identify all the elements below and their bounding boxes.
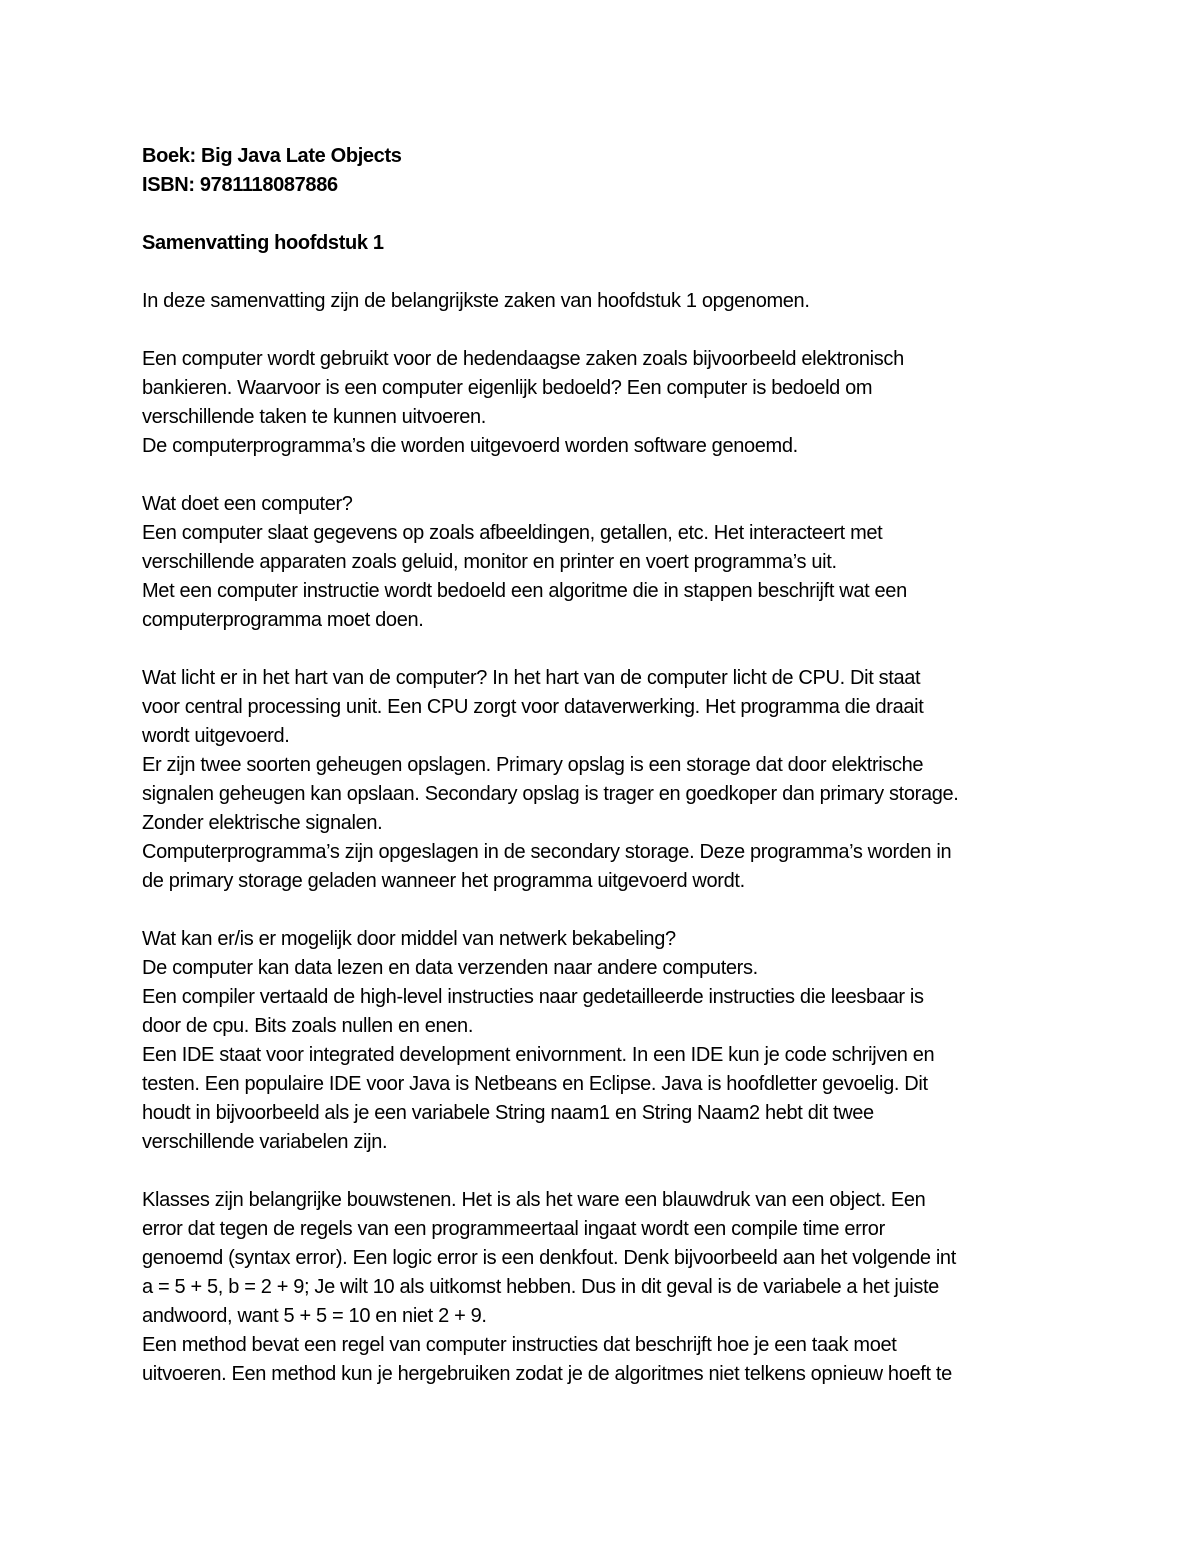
- spacer: [142, 896, 1062, 925]
- text-line: Een computer wordt gebruikt voor de hedendaagse zaken zoals bijvoorbeeld elektronisch: [142, 348, 904, 370]
- text-line: uitvoeren. Een method kun je hergebruiken zodat je de algoritmes niet telkens opnieuw hoeft te: [142, 1363, 952, 1385]
- text-line: De computer kan data lezen en data verzenden naar andere computers.: [142, 957, 758, 979]
- text-line: Er zijn twee soorten geheugen opslagen. Primary opslag is een storage dat door elektrische: [142, 754, 924, 776]
- text-line: verschillende variabelen zijn.: [142, 1131, 388, 1153]
- text-line: wordt uitgevoerd.: [142, 725, 290, 747]
- text-line: Een compiler vertaald de high-level instructies naar gedetailleerde instructies die leesbaar is: [142, 986, 924, 1008]
- section-heading: Samenvatting hoofdstuk 1: [142, 232, 384, 254]
- text-line: Wat licht er in het hart van de computer? In het hart van de computer licht de CPU. Dit staat: [142, 667, 921, 689]
- text-line: Wat kan er/is er mogelijk door middel van netwerk bekabeling?: [142, 928, 676, 950]
- text-line: Wat doet een computer?: [142, 493, 353, 515]
- text-line: In deze samenvatting zijn de belangrijkste zaken van hoofdstuk 1 opgenomen.: [142, 290, 810, 312]
- spacer: [142, 461, 1062, 490]
- spacer: [142, 258, 1062, 287]
- text-line: signalen geheugen kan opslaan. Secondary opslag is trager en goedkoper dan primary storage.: [142, 783, 959, 805]
- paragraph: [142, 1186, 1062, 1389]
- text-line: de primary storage geladen wanneer het programma uitgevoerd wordt.: [142, 870, 745, 892]
- text-line: andwoord, want 5 + 5 = 10 en niet 2 + 9.: [142, 1305, 487, 1327]
- text-line: voor central processing unit. Een CPU zorgt voor dataverwerking. Het programma die draait: [142, 696, 924, 718]
- body-text: [142, 287, 1062, 1389]
- text-line: Zonder elektrische signalen.: [142, 812, 383, 834]
- text-line: testen. Een populaire IDE voor Java is Netbeans en Eclipse. Java is hoofdletter gevoelig. Dit: [142, 1073, 928, 1095]
- text-line: a = 5 + 5, b = 2 + 9; Je wilt 10 als uitkomst hebben. Dus in dit geval is de variabele a het juiste: [142, 1276, 939, 1298]
- text-line: verschillende apparaten zoals geluid, monitor en printer en voert programma’s uit.: [142, 551, 837, 573]
- text-line: Met een computer instructie wordt bedoeld een algoritme die in stappen beschrijft wat een: [142, 580, 907, 602]
- text-line: Klasses zijn belangrijke bouwstenen. Het is als het ware een blauwdruk van een object. Een: [142, 1189, 926, 1211]
- book-title-line: Boek: Big Java Late Objects: [142, 145, 402, 167]
- isbn-line: ISBN: 9781118087886: [142, 174, 338, 196]
- spacer: [142, 200, 1062, 229]
- text-line: De computerprogramma’s die worden uitgevoerd worden software genoemd.: [142, 435, 798, 457]
- text-line: error dat tegen de regels van een programmeertaal ingaat wordt een compile time error: [142, 1218, 885, 1240]
- text-line: houdt in bijvoorbeeld als je een variabele String naam1 en String Naam2 hebt dit twee: [142, 1102, 874, 1124]
- text-line: computerprogramma moet doen.: [142, 609, 424, 631]
- spacer: [142, 316, 1062, 345]
- text-line: door de cpu. Bits zoals nullen en enen.: [142, 1015, 474, 1037]
- paragraph: [142, 287, 1062, 316]
- spacer: [142, 1157, 1062, 1186]
- text-line: Een IDE staat voor integrated development enivornment. In een IDE kun je code schrijven en: [142, 1044, 935, 1066]
- paragraph: [142, 664, 1062, 896]
- paragraph: [142, 490, 1062, 635]
- text-line: verschillende taken te kunnen uitvoeren.: [142, 406, 487, 428]
- text-line: Een computer slaat gegevens op zoals afbeeldingen, getallen, etc. Het interacteert met: [142, 522, 883, 544]
- text-line: Computerprogramma’s zijn opgeslagen in de secondary storage. Deze programma’s worden in: [142, 841, 952, 863]
- paragraph: [142, 925, 1062, 1157]
- paragraph: [142, 345, 1062, 461]
- text-line: bankieren. Waarvoor is een computer eigenlijk bedoeld? Een computer is bedoeld om: [142, 377, 873, 399]
- text-line: genoemd (syntax error). Een logic error is een denkfout. Denk bijvoorbeeld aan het volgende int: [142, 1247, 956, 1269]
- text-line: Een method bevat een regel van computer instructies dat beschrijft hoe je een taak moet: [142, 1334, 897, 1356]
- spacer: [142, 635, 1062, 664]
- document-page: [142, 142, 1062, 1389]
